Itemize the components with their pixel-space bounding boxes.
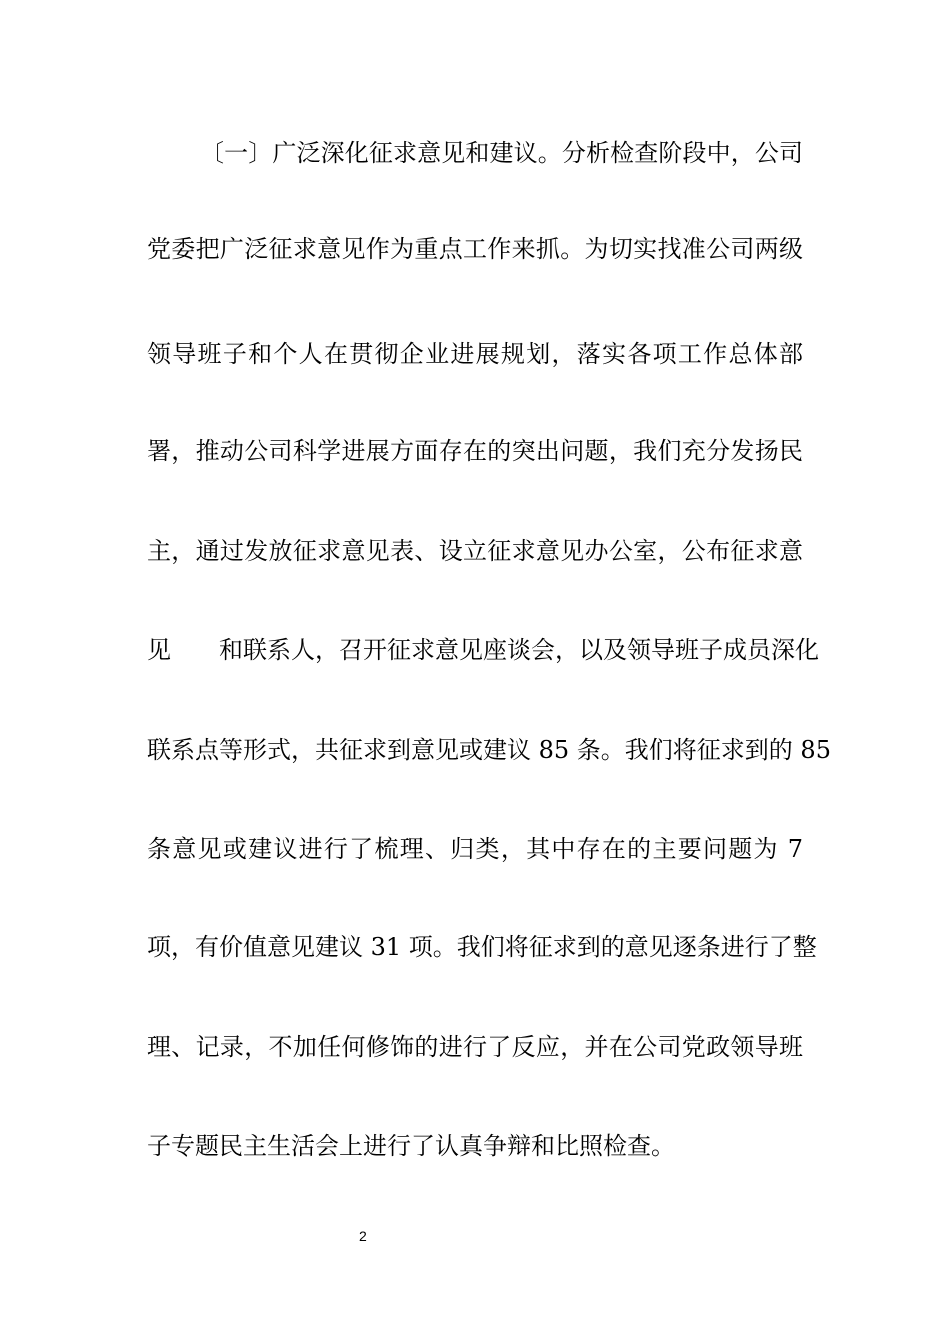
paragraph-line: 见 和联系人，召开征求意见座谈会，以及领导班子成员深化 bbox=[147, 636, 819, 664]
paragraph-line: 项，有价值意见建议 31 项。我们将征求到的意见逐条进行了整 bbox=[147, 933, 817, 961]
paragraph-line: 理、记录，不加任何修饰的进行了反应，并在公司党政领导班 bbox=[147, 1033, 803, 1061]
paragraph-line: 署，推动公司科学进展方面存在的突出问题，我们充分发扬民 bbox=[147, 437, 803, 465]
paragraph-line: 子专题民主生活会上进行了认真争辩和比照检查。 bbox=[147, 1132, 675, 1160]
paragraph-line: 领导班子和个人在贯彻企业进展规划，落实各项工作总体部 bbox=[147, 340, 803, 368]
page-number: 2 bbox=[359, 1228, 367, 1244]
paragraph-line: 条意见或建议进行了梳理、归类，其中存在的主要问题为 7 bbox=[147, 835, 803, 863]
paragraph-line: 〔一〕广泛深化征求意见和建议。分析检查阶段中，公司 bbox=[200, 139, 803, 167]
paragraph-line: 联系点等形式，共征求到意见或建议 85 条。我们将征求到的 85 bbox=[147, 736, 831, 764]
paragraph-line: 党委把广泛征求意见作为重点工作来抓。为切实找准公司两级 bbox=[147, 235, 803, 263]
paragraph-line: 主，通过发放征求意见表、设立征求意见办公室，公布征求意 bbox=[147, 537, 803, 565]
